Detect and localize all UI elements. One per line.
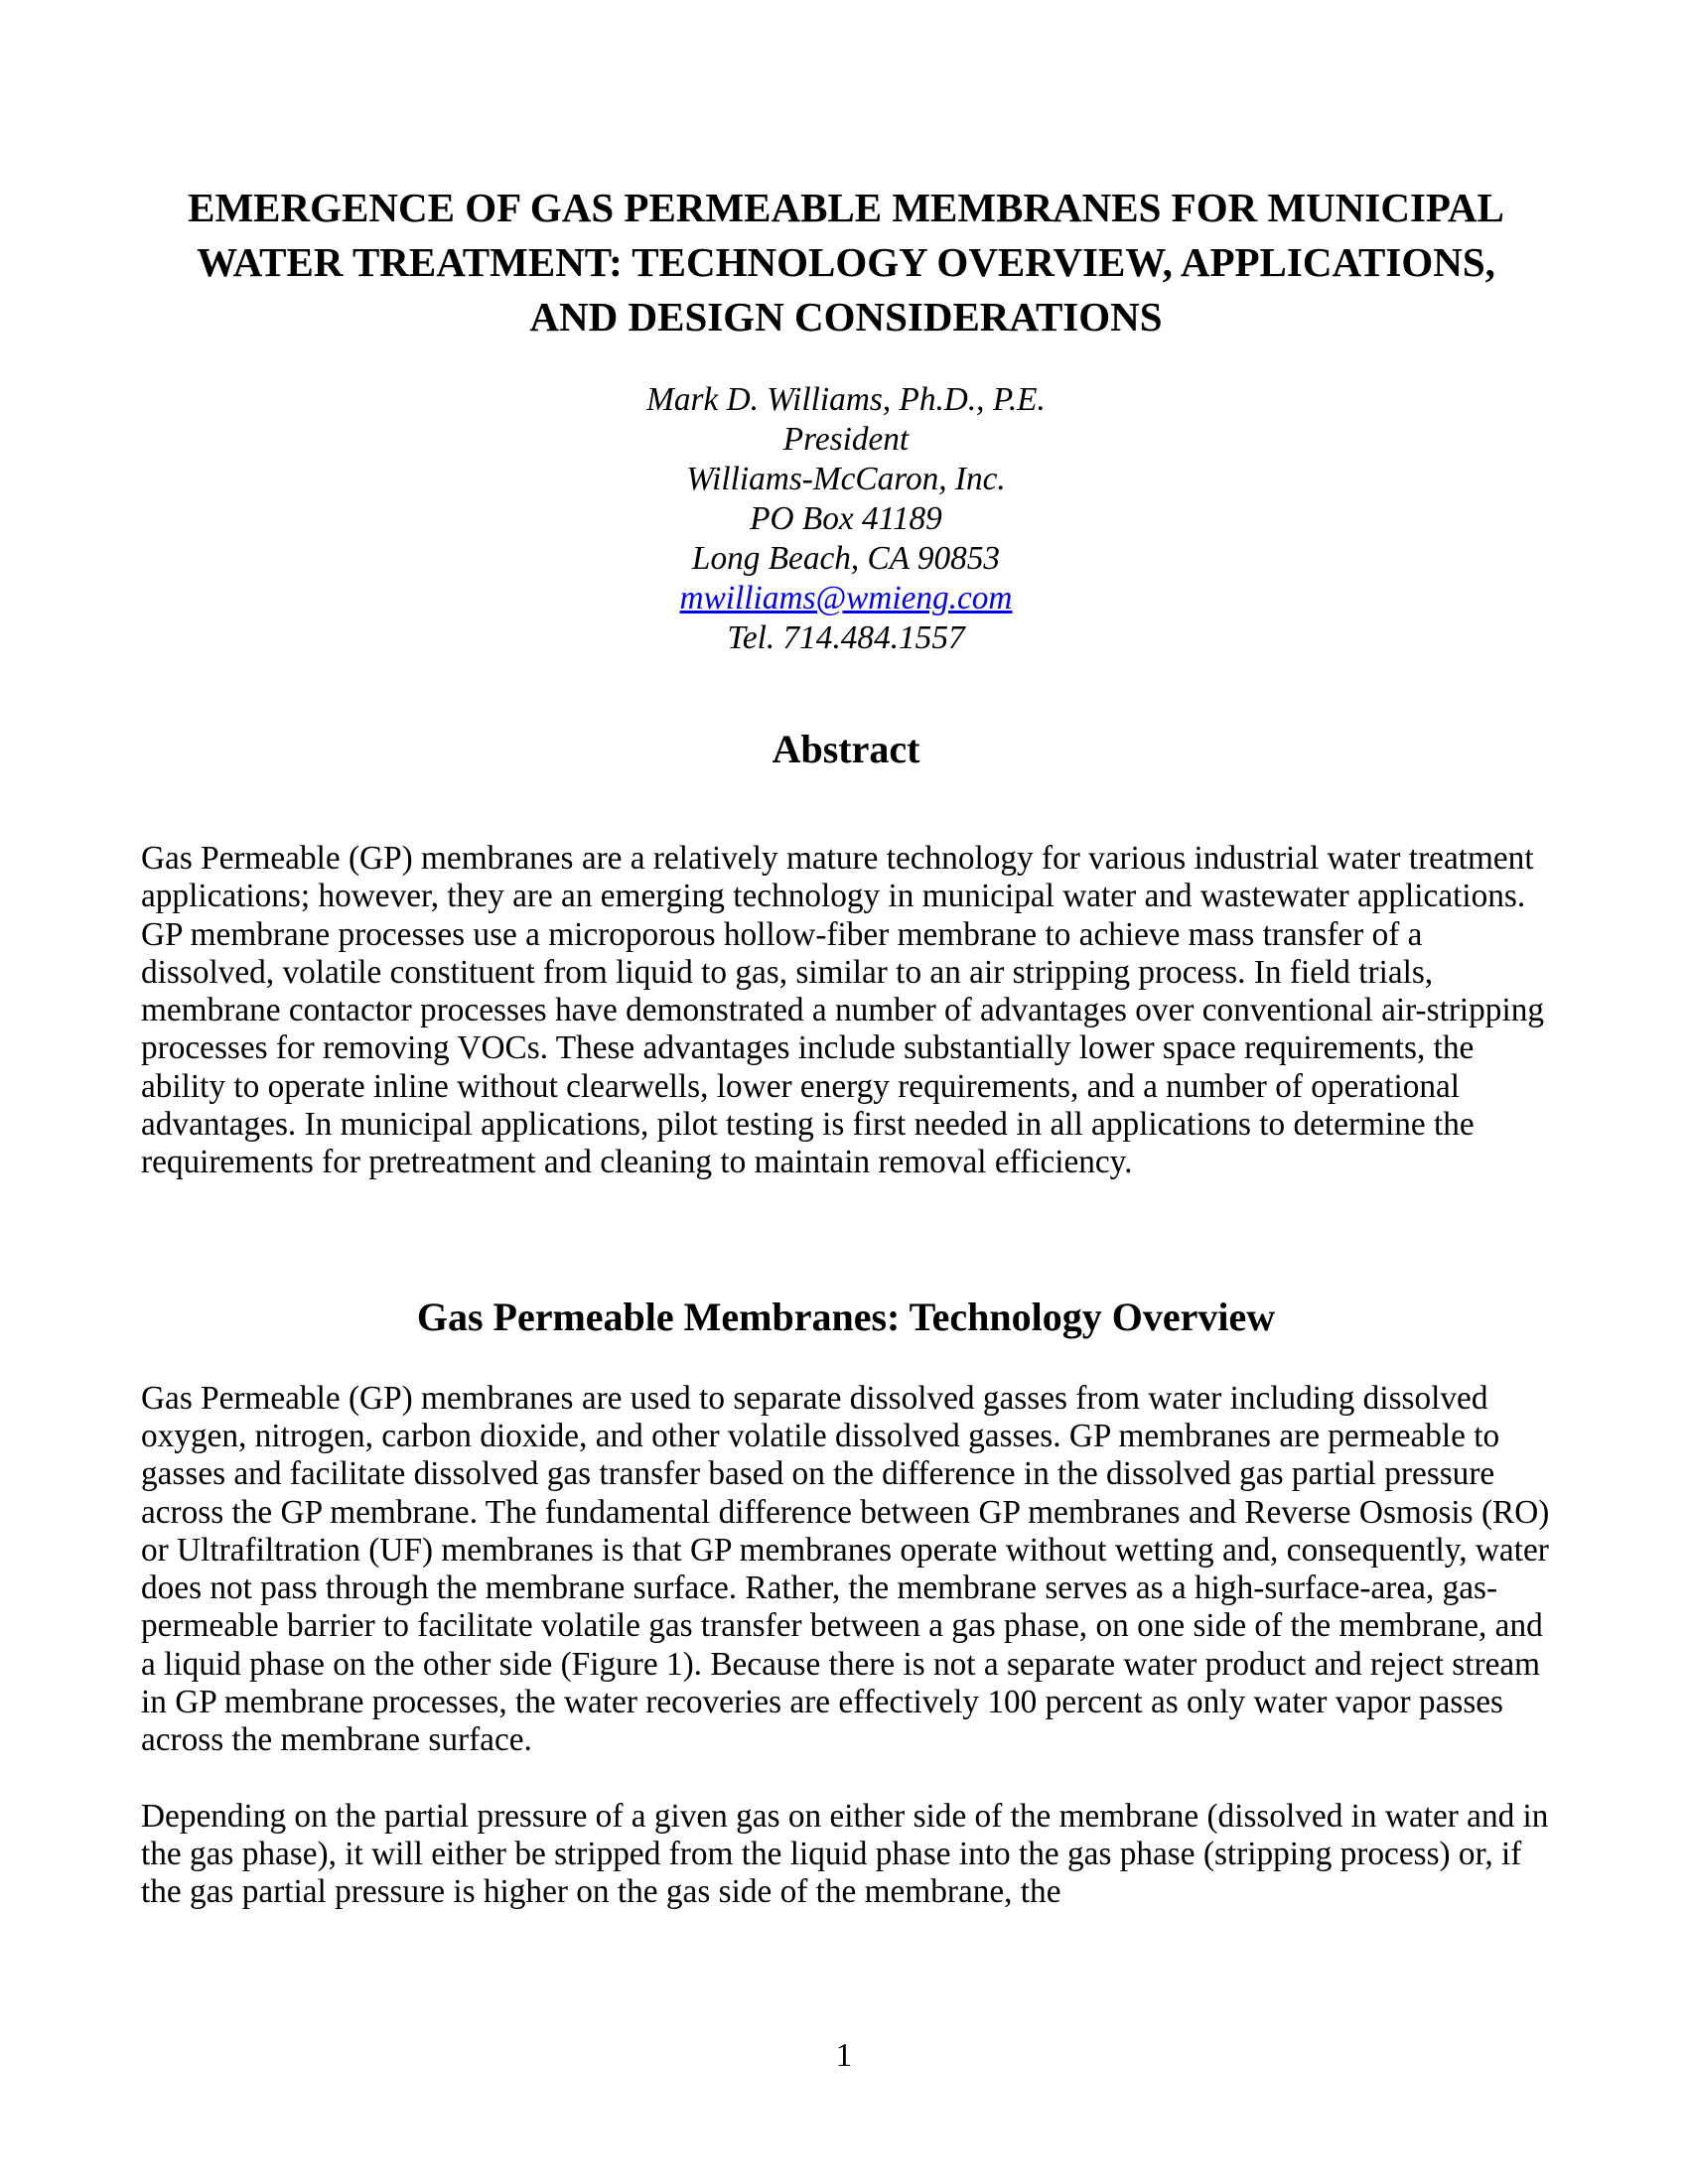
- abstract-paragraph: Gas Permeable (GP) membranes are a relatively mature technology for various industrial water treatment applications; however, they are an emerging technology in municipal water and wastewater applications. GP membrane processes use a microporous hollow-fiber membrane to achieve mass transfer of a dissolved, volatile constituent from liquid to gas, similar to an air stripping process. In field trials, membrane contactor processes have demonstrated a number of advantages over conventional air-stripping processes for removing VOCs. These advantages include substantially lower space requirements, the ability to operate inline without clearwells, lower energy requirements, and a number of operational advantages. In municipal applications, pilot testing is first needed in all applications to determine the requirements for pretreatment and cleaning to maintain removal efficiency.: [141, 840, 1545, 1181]
- author-block: [141, 380, 1551, 658]
- page-number: 1: [835, 2037, 853, 2074]
- section-paragraph-1: Gas Permeable (GP) membranes are used to separate dissolved gasses from water including dissolved oxygen, nitrogen, carbon dioxide, and other volatile dissolved gasses. GP membranes are permeable to gasses and facilitate dissolved gas transfer based on the difference in the dissolved gas partial pressure across the GP membrane. The fundamental difference between GP membranes and Reverse Osmosis (RO) or Ultrafiltration (UF) membranes is that GP membranes operate without wetting and, consequently, water does not pass through the membrane surface. Rather, the membrane serves as a high-surface-area, gas-permeable barrier to facilitate volatile gas transfer between a gas phase, on one side of the membrane, and a liquid phase on the other side (Figure 1). Because there is not a separate water product and reject stream in GP membrane processes, the water recoveries are effectively 100 percent as only water vapor passes across the membrane surface.: [141, 1379, 1550, 1759]
- author-role: President: [782, 421, 910, 458]
- section-heading: Gas Permeable Membranes: Technology Overview: [416, 1294, 1276, 1339]
- paper-title-line-1: EMERGENCE OF GAS PERMEABLE MEMBRANES FOR MUNICIPAL: [188, 185, 1504, 230]
- paper-title: [141, 181, 1551, 344]
- abstract-heading: Abstract: [772, 727, 920, 771]
- author-address-line-1: PO Box 41189: [750, 500, 942, 537]
- author-email-link[interactable]: mwilliams@wmieng.com: [679, 580, 1013, 616]
- paper-title-line-2: WATER TREATMENT: TECHNOLOGY OVERVIEW, APPLICATIONS,: [197, 239, 1495, 285]
- author-address-line-2: Long Beach, CA 90853: [691, 540, 1001, 577]
- section-paragraph-2: Depending on the partial pressure of a given gas on either side of the membrane (dissolved in water and in the gas phase), it will either be stripped from the liquid phase into the gas phase (stripping process) or, if the gas partial pressure is higher on the gas side of the membrane, the: [141, 1797, 1549, 1911]
- author-company: Williams-McCaron, Inc.: [686, 461, 1006, 497]
- author-phone: Tel. 714.484.1557: [727, 619, 965, 656]
- author-name: Mark D. Williams, Ph.D., P.E.: [646, 381, 1046, 418]
- page-content: [141, 0, 1551, 1912]
- author-email-row: [141, 579, 1551, 618]
- paper-title-line-3: AND DESIGN CONSIDERATIONS: [529, 294, 1163, 340]
